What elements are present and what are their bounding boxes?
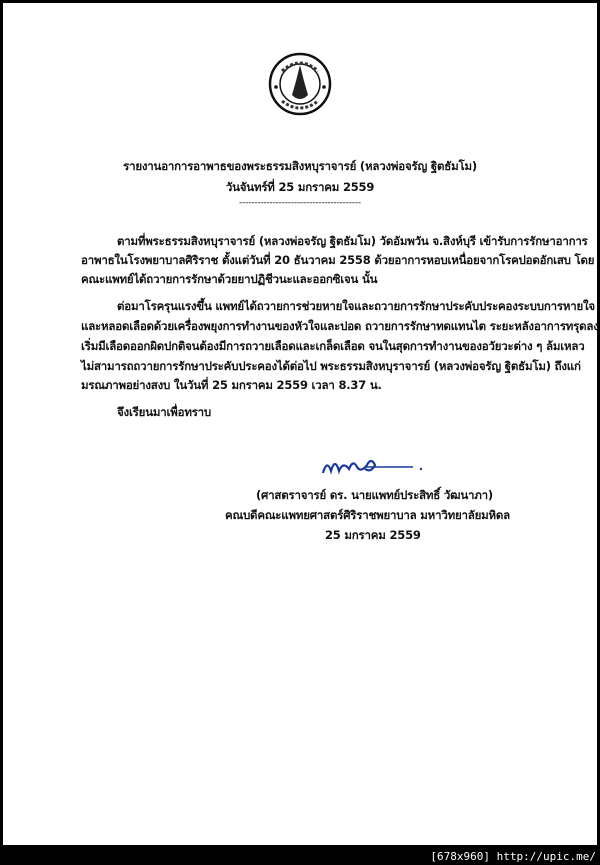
paragraph-1-line: อาพาธในโรงพยาบาลศิริราช ตั้งแต่วันที่ 20 ธันวาคม 2558 ด้วยอาการหอบเหนื่อยจากโรคปอดอักเสบ โดย <box>81 253 595 267</box>
paragraph-1-line: ตามที่พระธรรมสิงหบุราจารย์ (หลวงพ่อจรัญ ฐิตธัมโม) วัดอัมพวัน จ.สิงห์บุรี เข้ารับการรักษาอาการ <box>117 234 588 248</box>
paragraph-2-line: และหลอดเลือดด้วยเครื่องพยุงการทำงานของหัวใจและปอด ถวายการรักษาทดแทนไต ระยะหลังอาการทรุดลง <box>81 319 599 333</box>
paragraph-2-line: ไม่สามารถถวายการรักษาประคับประคองได้ต่อไป พระธรรมสิงหบุราจารย์ (หลวงพ่อจรัญ ฐิตธัมโม) ถึงแก่ <box>81 359 581 373</box>
signatory-position: คณบดีคณะแพทยศาสตร์ศิริราชพยาบาล มหาวิทยาลัยมหิดล <box>225 508 511 522</box>
report-date: วันจันทร์ที่ 25 มกราคม 2559 <box>225 180 375 194</box>
paragraph-2-line: มรณภาพอย่างสงบ ในวันที่ 25 มกราคม 2559 เวลา 8.37 น. <box>81 378 382 392</box>
signatory-name: (ศาสตราจารย์ ดร. นายแพทย์ประสิทธิ์ วัฒนาภา) <box>256 488 493 502</box>
paragraph-2-line: ต่อมาโรครุนแรงขึ้น แพทย์ได้ถวายการช่วยหายใจและถวายการรักษาประคับประคองระบบการหายใจ <box>117 299 595 313</box>
title-divider: ---------------------------------------- <box>239 198 361 208</box>
image-host-watermark: [678x960] http://upic.me/ <box>430 850 596 863</box>
paragraph-2-line: เริ่มมีเลือดออกผิดปกติจนต้องมีการถวายเลือดและเกล็ดเลือด จนในสุดการทำงานของอวัยวะต่าง ๆ ล้มเหลว <box>81 339 585 353</box>
signature-date: 25 มกราคม 2559 <box>325 528 421 542</box>
paragraph-1-line: คณะแพทย์ได้ถวายการรักษาด้วยยาปฏิชีวนะและออกซิเจน นั้น <box>81 272 378 286</box>
document-page <box>3 3 597 845</box>
closing-line: จึงเรียนมาเพื่อทราบ <box>117 405 212 419</box>
report-title: รายงานอาการอาพาธของพระธรรมสิงหบุราจารย์ (หลวงพ่อจรัญ ฐิตธัมโม) <box>123 159 477 173</box>
handwritten-signature <box>321 451 431 481</box>
university-seal-logo <box>268 51 332 117</box>
